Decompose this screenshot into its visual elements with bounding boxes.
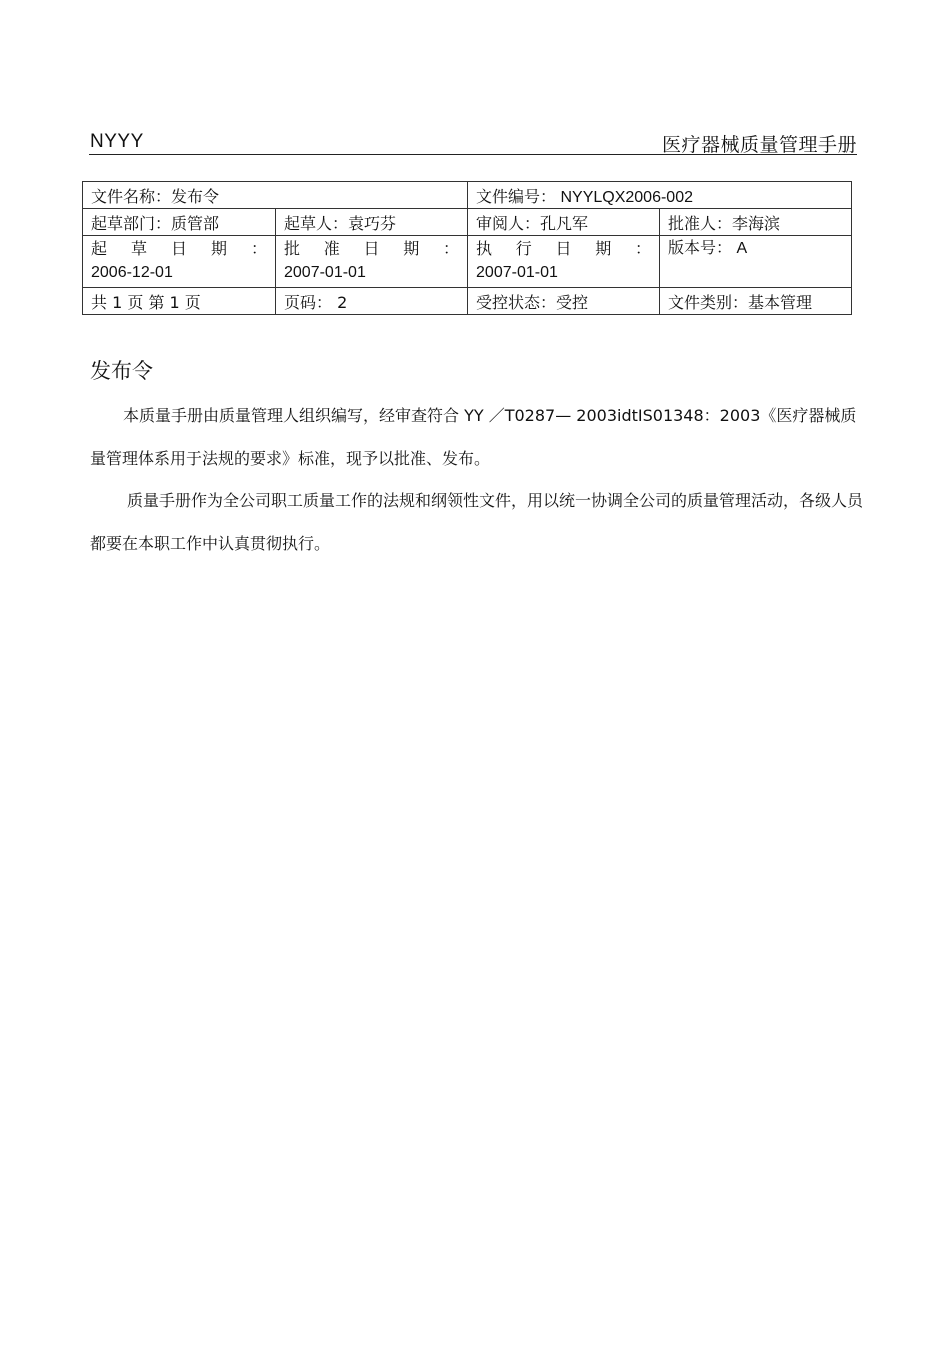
header-manual-title: 医疗器械质量管理手册 [661, 134, 857, 156]
page-code-cell: 页码： 2 [276, 288, 468, 315]
file-category-cell: 文件类别：基本管理 [660, 288, 852, 315]
table-row [83, 209, 852, 236]
drafter-cell: 起草人：袁巧芬 [276, 209, 468, 236]
approve-date-label [284, 237, 459, 261]
draft-date-cell [83, 236, 276, 288]
approve-date-cell [276, 236, 468, 288]
table-row [83, 182, 852, 209]
label-char: 批 [284, 239, 301, 258]
file-number-cell: 文件编号： NYYLQX2006-002 [468, 182, 852, 209]
label-char: 行 [515, 239, 532, 258]
control-status-cell: 受控状态：受控 [468, 288, 660, 315]
table-row [83, 236, 852, 288]
exec-date-label [476, 237, 651, 261]
reviewer-cell: 审阅人：孔凡军 [468, 209, 660, 236]
label-char: ： [634, 239, 651, 258]
page-header [89, 128, 857, 155]
body-paragraph-2: 质量手册作为全公司职工质量工作的法规和纲领性文件，用以统一协调全公司的质量管理活动，各级人员都要在本职工作中认真贯彻执行。 [90, 491, 864, 553]
pages-cell: 共 1 页 第 1 页 [83, 288, 276, 315]
exec-date-value: 2007-01-01 [476, 264, 558, 281]
label-char: 期 [595, 239, 612, 258]
label-char: ： [443, 239, 460, 258]
label-char: 草 [130, 239, 147, 258]
label-char: 日 [170, 239, 187, 258]
label-char: 日 [363, 239, 380, 258]
file-name-cell: 文件名称：发布令 [83, 182, 468, 209]
label-char: ： [250, 239, 267, 258]
label-char: 准 [323, 239, 340, 258]
exec-date-cell [468, 236, 660, 288]
approver-cell: 批准人：李海滨 [660, 209, 852, 236]
version-cell [660, 236, 852, 288]
label-char: 执 [476, 239, 493, 258]
table-row [83, 288, 852, 315]
section-title: 发布令 [90, 359, 153, 383]
label-char: 起 [91, 239, 108, 258]
draft-date-label [91, 237, 267, 261]
header-company-code: NYYY [90, 131, 144, 152]
label-char: 期 [403, 239, 420, 258]
body-paragraph-1: 本质量手册由质量管理人组织编写，经审查符合 YY ／T0287— 2003idtIS01348：2003《医疗器械质量管理体系用于法规的要求》标准，现予以批准、发布。 [90, 406, 857, 468]
document-info-table [82, 181, 852, 315]
approve-date-value: 2007-01-01 [284, 264, 366, 281]
label-char: 期 [210, 239, 227, 258]
draft-dept-cell: 起草部门：质管部 [83, 209, 276, 236]
draft-date-value: 2006-12-01 [91, 264, 173, 281]
version-value: 版本号： A [668, 240, 748, 257]
label-char: 日 [555, 239, 572, 258]
